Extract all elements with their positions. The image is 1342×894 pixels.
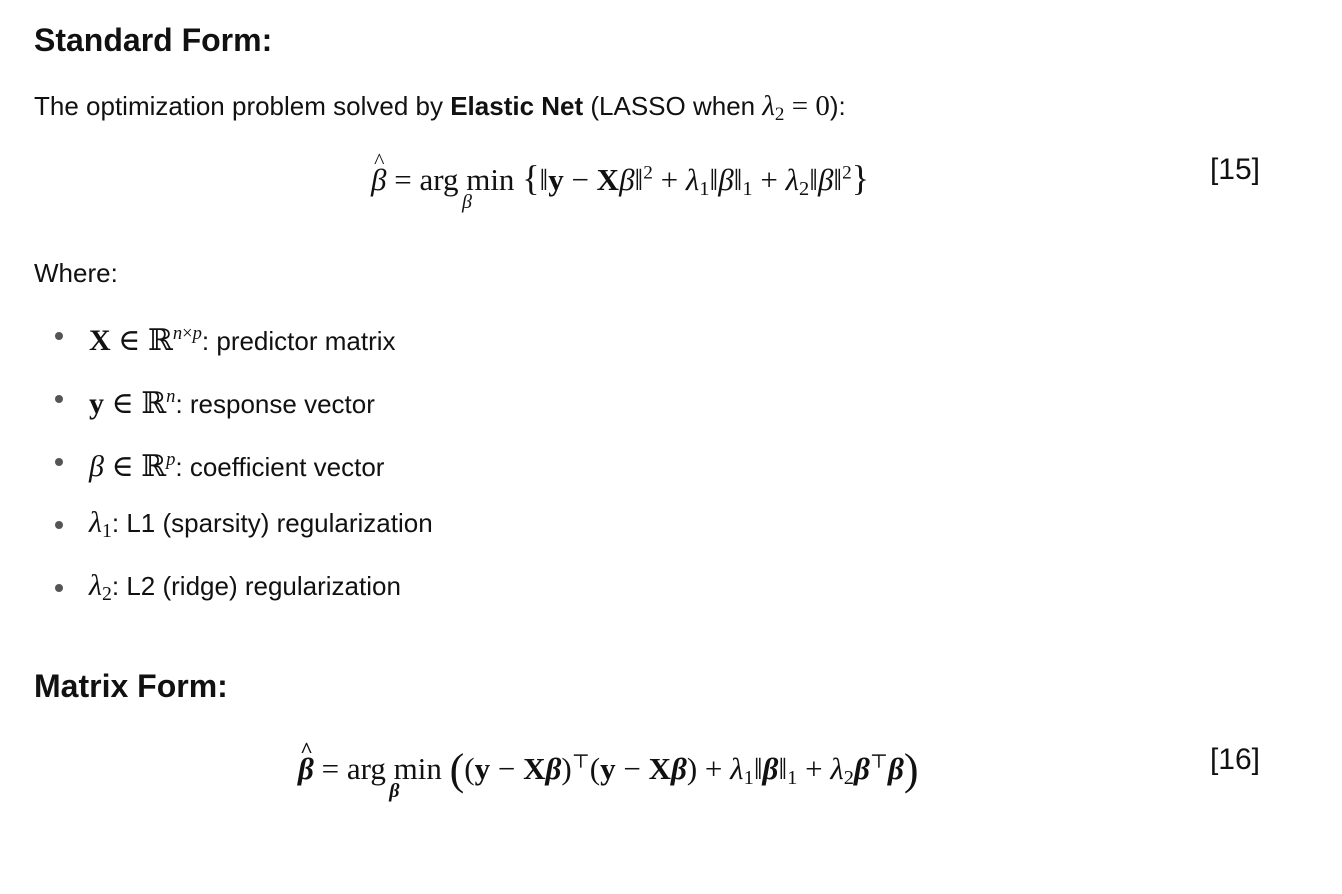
equation-15: ^ β = arg min β {‖y − Xβ‖$^2$ + $\lambda_1‖\beta‖_1$ + $\lambda_2‖\beta‖^2$} [371,160,869,200]
definition-symbol: $\lambda_2$ [89,569,112,605]
bullet-icon [55,458,63,466]
where-label: Where: [34,258,118,288]
bullet-icon [55,521,63,529]
intro-text-after: (LASSO when [583,91,763,121]
intro-text-end: ): [829,91,846,121]
definition-symbol: $\lambda_1$ [89,506,112,542]
matrix-form-heading: Matrix Form: [34,668,228,704]
definition-text: : L2 (ridge) regularization [111,571,401,601]
definition-text: : L1 (sparsity) regularization [111,508,433,538]
definition-text: : response vector [175,389,375,420]
definition-symbol: X ∈ ℝ$^{n\times p}$ [89,323,202,358]
list-item [0,568,433,631]
equation-16: ^ β = arg min β $((y - X\beta)^⊤(y - X\beta) + \lambda_1‖\beta‖_1 + \lambda_2\beta^⊤\beta)$ [298,748,919,792]
list-item [0,379,433,442]
bullet-icon [55,584,63,592]
list-item [0,442,433,505]
intro-text-before: The optimization problem solved by [34,91,451,121]
lasso-condition-math: $\lambda_2 = 0$ [762,90,830,125]
intro-paragraph [34,92,846,124]
argmin-subscript: β [461,191,472,213]
definitions-list [0,316,433,631]
definition-text: : predictor matrix [201,326,396,357]
elastic-net-term: Elastic Net [450,91,584,121]
equation-16-number: [16] [1209,743,1260,776]
definition-text: : coefficient vector [175,452,385,483]
list-item [0,316,433,379]
definition-symbol: β ∈ ℝ$^p$ [89,449,176,484]
definition-symbol: y ∈ ℝ$^n$ [89,386,176,421]
standard-form-heading: Standard Form: [34,22,273,58]
argmin-subscript: β [389,780,400,802]
bullet-icon [55,395,63,403]
list-item [0,505,433,568]
bullet-icon [55,332,63,340]
equation-15-number: [15] [1209,153,1260,186]
